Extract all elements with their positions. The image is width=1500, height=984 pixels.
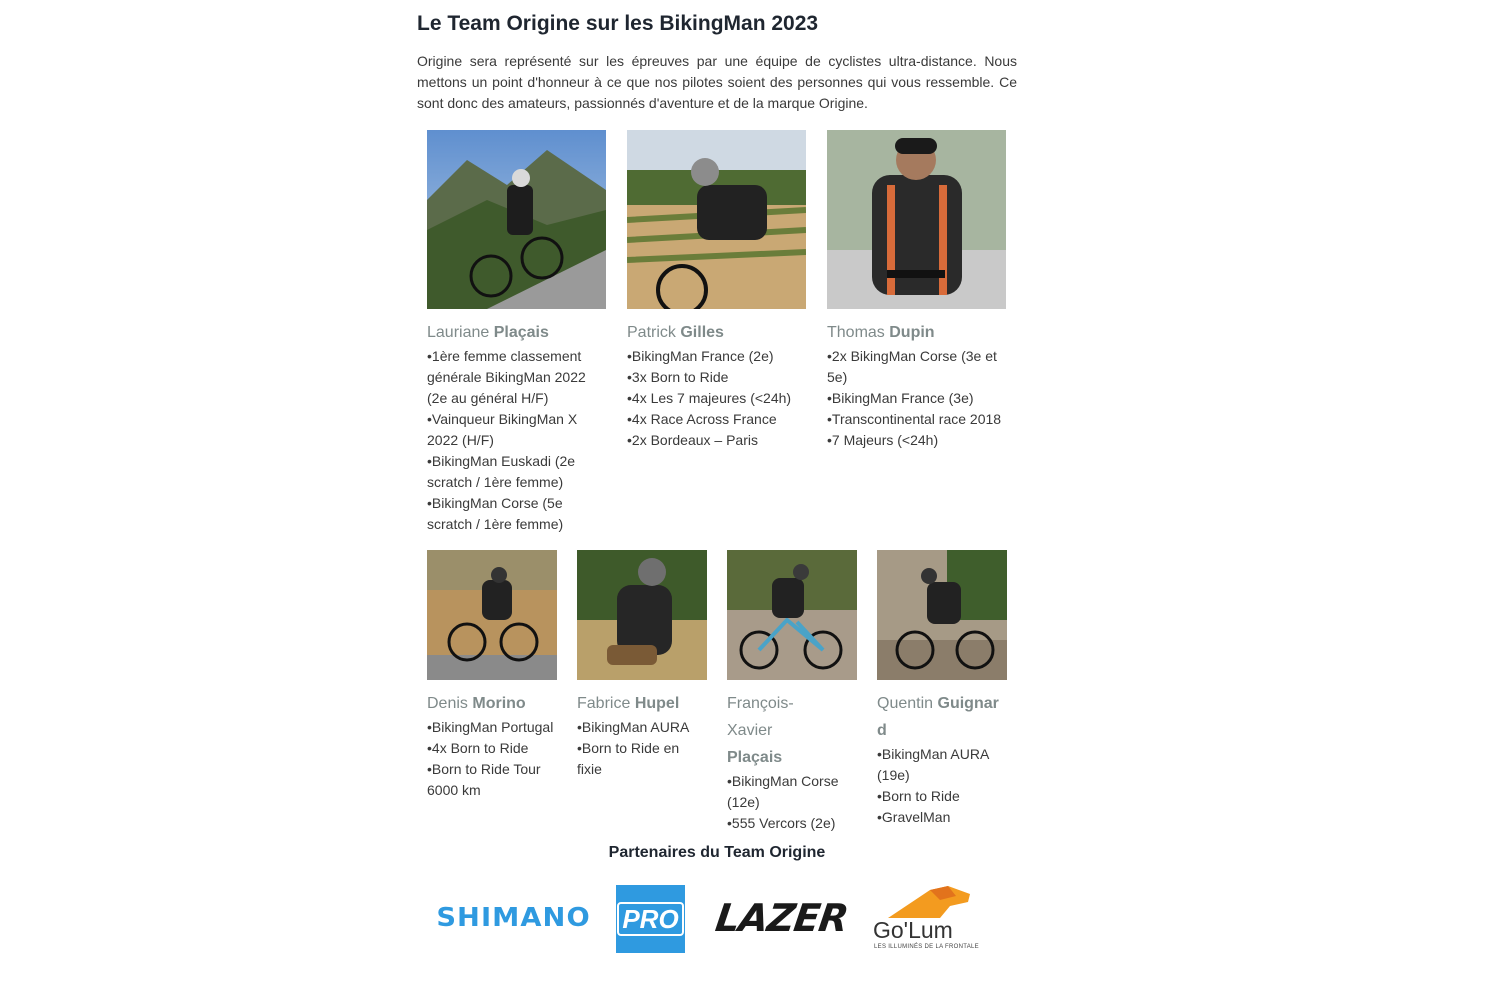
photo-fabrice <box>577 550 707 680</box>
member-results <box>627 346 807 451</box>
result-item: • Born to Ride <box>877 786 1005 807</box>
member-results <box>727 771 855 834</box>
result-item: • 3x Born to Ride <box>627 367 807 388</box>
member-patrick <box>627 319 807 451</box>
member-fabrice <box>577 690 705 780</box>
photo-thomas <box>827 130 1006 309</box>
photo-quentin <box>877 550 1007 680</box>
member-results <box>427 346 602 535</box>
result-item: • BikingMan Euskadi (2e scratch / 1ère femme) <box>427 451 602 493</box>
shimano-logo: SHIMANO <box>436 903 591 933</box>
lazer-logo: LAZER <box>712 896 851 940</box>
intro-paragraph: Origine sera représenté sur les épreuves par une équipe de cyclistes ultra-distance. Nous mettons un point d'honneur à ce que nos pilotes soient des personnes qui vous ressemble. Ce sont donc des amateurs, passionnés d'aventure et de la marque Origine. <box>417 53 1017 111</box>
member-name: Patrick Gilles <box>627 324 724 341</box>
result-item: • 2x Bordeaux – Paris <box>627 430 807 451</box>
section-title: Le Team Origine sur les BikingMan 2023 <box>417 12 819 35</box>
member-denis <box>427 690 555 801</box>
member-name: François-Xavier Plaçais <box>727 695 794 766</box>
result-item: • Born to Ride Tour 6000 km <box>427 759 555 801</box>
member-results <box>827 346 1012 451</box>
member-results <box>427 717 555 801</box>
pro-logo: PRO <box>616 885 685 953</box>
result-item: • BikingMan Corse (5e scratch / 1ère femme) <box>427 493 602 535</box>
result-item: • Born to Ride en fixie <box>577 738 705 780</box>
result-item: • Transcontinental race 2018 <box>827 409 1012 430</box>
result-item: • BikingMan AURA (19e) <box>877 744 1005 786</box>
member-results <box>577 717 705 780</box>
result-item: • BikingMan France (2e) <box>627 346 807 367</box>
photo-lauriane <box>427 130 606 309</box>
result-item: • Vainqueur BikingMan X 2022 (H/F) <box>427 409 602 451</box>
result-item: • 1ère femme classement générale BikingMan 2022 (2e au général H/F) <box>427 346 602 409</box>
member-quentin <box>877 690 1005 828</box>
member-name: Thomas Dupin <box>827 324 935 341</box>
result-item: • 4x Race Across France <box>627 409 807 430</box>
golum-tagline: LES ILLUMINÉS DE LA FRONTALE <box>874 944 979 950</box>
golum-wordmark: Go'Lum <box>873 917 953 943</box>
member-name: Quentin Guignard <box>877 695 999 739</box>
member-thomas <box>827 319 1012 451</box>
result-item: • BikingMan Portugal <box>427 717 555 738</box>
partners-title: Partenaires du Team Origine <box>608 844 826 861</box>
photo-denis <box>427 550 557 680</box>
result-item: • 7 Majeurs (<24h) <box>827 430 1012 451</box>
result-item: • 2x BikingMan Corse (3e et 5e) <box>827 346 1012 388</box>
golum-emblem-icon <box>870 884 996 920</box>
result-item: • 4x Born to Ride <box>427 738 555 759</box>
result-item: • BikingMan AURA <box>577 717 705 738</box>
member-name: Lauriane Plaçais <box>427 324 549 341</box>
result-item: • GravelMan <box>877 807 1005 828</box>
member-lauriane <box>427 319 602 535</box>
photo-francois-xavier <box>727 550 857 680</box>
member-results <box>877 744 1005 828</box>
result-item: • BikingMan France (3e) <box>827 388 1012 409</box>
golum-logo <box>870 884 996 956</box>
member-name: Denis Morino <box>427 695 526 712</box>
result-item: • 555 Vercors (2e) <box>727 813 855 834</box>
member-francois-xavier <box>727 690 855 834</box>
photo-patrick <box>627 130 806 309</box>
result-item: • 4x Les 7 majeures (<24h) <box>627 388 807 409</box>
result-item: • BikingMan Corse (12e) <box>727 771 855 813</box>
member-name: Fabrice Hupel <box>577 695 680 712</box>
